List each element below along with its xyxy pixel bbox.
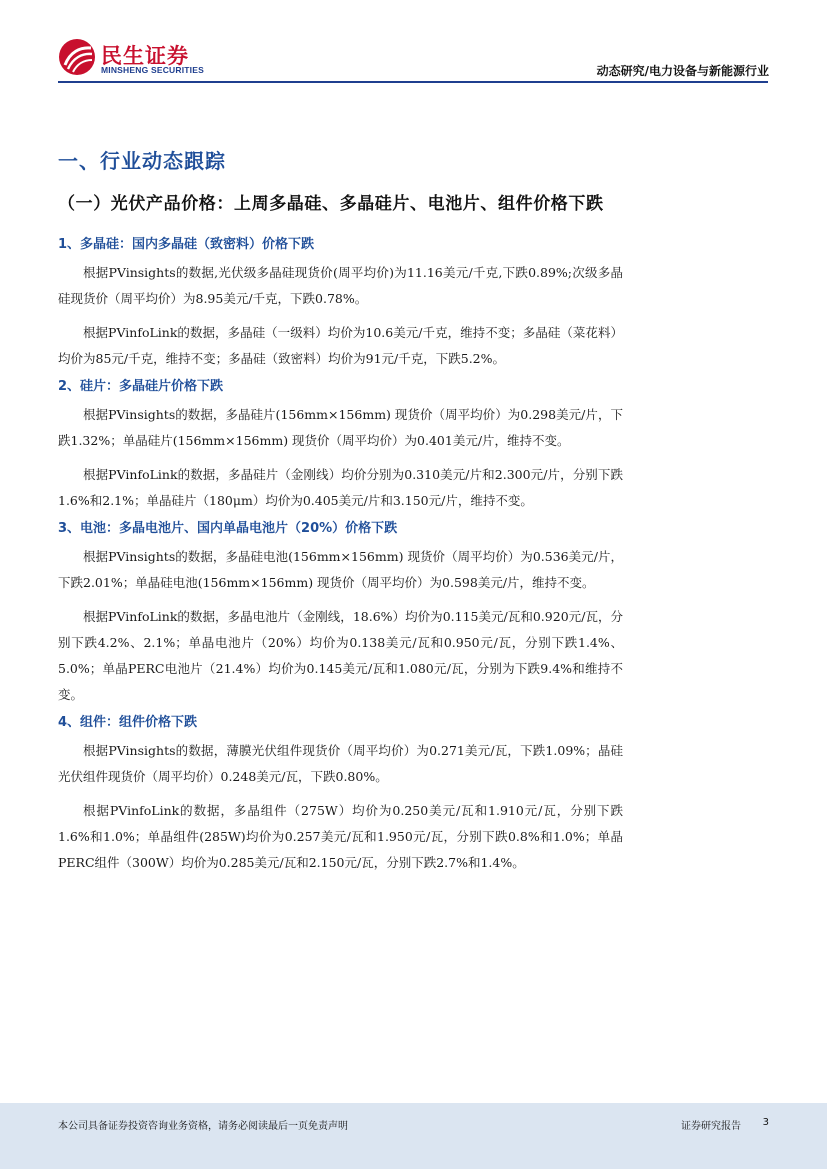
- company-logo: [58, 38, 208, 78]
- report-category: 动态研究/电力设备与新能源行业: [596, 64, 769, 78]
- subsection-module: [58, 714, 768, 876]
- paragraph: 根据PVinsights的数据，多晶硅片(156mm×156mm) 现货价（周平均价）为0.298美元/片，下跌1.32%；单晶硅片(156mm×156mm) 现货价（周平均价）为0.401美元/片，维持不变。: [58, 407, 623, 448]
- subsection-cell: [58, 520, 768, 708]
- footer-report-type: 证券研究报告: [681, 1121, 741, 1132]
- subsection-title: 1、多晶硅：国内多晶硅（致密料）价格下跌: [58, 237, 315, 252]
- footer-disclaimer: 本公司具备证券投资咨询业务资格，请务必阅读最后一页免责声明: [58, 1121, 348, 1132]
- section-subtitle: （一）光伏产品价格：上周多晶硅、多晶硅片、电池片、组件价格下跌: [58, 194, 604, 214]
- minsheng-logo-icon: [58, 38, 96, 76]
- logo-chinese-name: 民生证券: [101, 44, 189, 68]
- logo-english-name: MINSHENG SECURITIES: [101, 65, 204, 75]
- paragraph: 根据PVinfoLink的数据，多晶硅（一级料）均价为10.6美元/千克，维持不变；多晶硅（菜花料）均价为85元/千克，维持不变；多晶硅（致密料）均价为91元/千克，下跌5.2%。: [58, 325, 623, 366]
- subsection-title: 4、组件：组件价格下跌: [58, 715, 198, 730]
- subsection-title: 2、硅片：多晶硅片价格下跌: [58, 379, 224, 394]
- page-footer: [0, 1103, 827, 1169]
- subsection-title: 3、电池：多晶电池片、国内单晶电池片（20%）价格下跌: [58, 521, 398, 536]
- paragraph: 根据PVinsights的数据,光伏级多晶硅现货价(周平均价)为11.16美元/千克,下跌0.89%;次级多晶硅现货价（周平均价）为8.95美元/千克，下跌0.78%。: [58, 265, 623, 306]
- paragraph: 根据PVinsights的数据，多晶硅电池(156mm×156mm) 现货价（周平均价）为0.536美元/片，下跌2.01%；单晶硅电池(156mm×156mm) 现货价（周平均价）为0.598美元/片，维持不变。: [58, 549, 623, 590]
- paragraph: 根据PVinfoLink的数据，多晶硅片（金刚线）均价分别为0.310美元/片和2.300元/片，分别下跌1.6%和2.1%；单晶硅片（180μm）均价为0.405美元/片和3.150元/片，维持不变。: [58, 467, 623, 508]
- subsection-polysilicon: [58, 236, 768, 372]
- main-content: [58, 145, 768, 882]
- paragraph: 根据PVinsights的数据，薄膜光伏组件现货价（周平均价）为0.271美元/瓦，下跌1.09%；晶硅光伏组件现货价（周平均价）0.248美元/瓦，下跌0.80%。: [58, 743, 623, 784]
- header-divider: [58, 81, 768, 83]
- subsection-wafer: [58, 378, 768, 514]
- section-title: 一、行业动态跟踪: [58, 149, 226, 173]
- page-number: 3: [762, 1117, 769, 1128]
- paragraph: 根据PVinfoLink的数据，多晶电池片（金刚线，18.6%）均价为0.115美元/瓦和0.920元/瓦，分别下跌4.2%、2.1%；单晶电池片（20%）均价为0.138美元/瓦和0.950元/瓦，分别下跌1.4%、5.0%；单晶PERC电池片（21.4%）均价为0.145美元/瓦和1.080元/瓦，分别为下跌9.4%和维持不变。: [58, 609, 623, 702]
- paragraph: 根据PVinfoLink的数据，多晶组件（275W）均价为0.250美元/瓦和1.910元/瓦，分别下跌1.6%和1.0%；单晶组件(285W)均价为0.257美元/瓦和1.950元/瓦，分别下跌0.8%和1.0%；单晶PERC组件（300W）均价为0.285美元/瓦和2.150元/瓦，分别下跌2.7%和1.4%。: [58, 803, 623, 870]
- page-header: [0, 0, 827, 86]
